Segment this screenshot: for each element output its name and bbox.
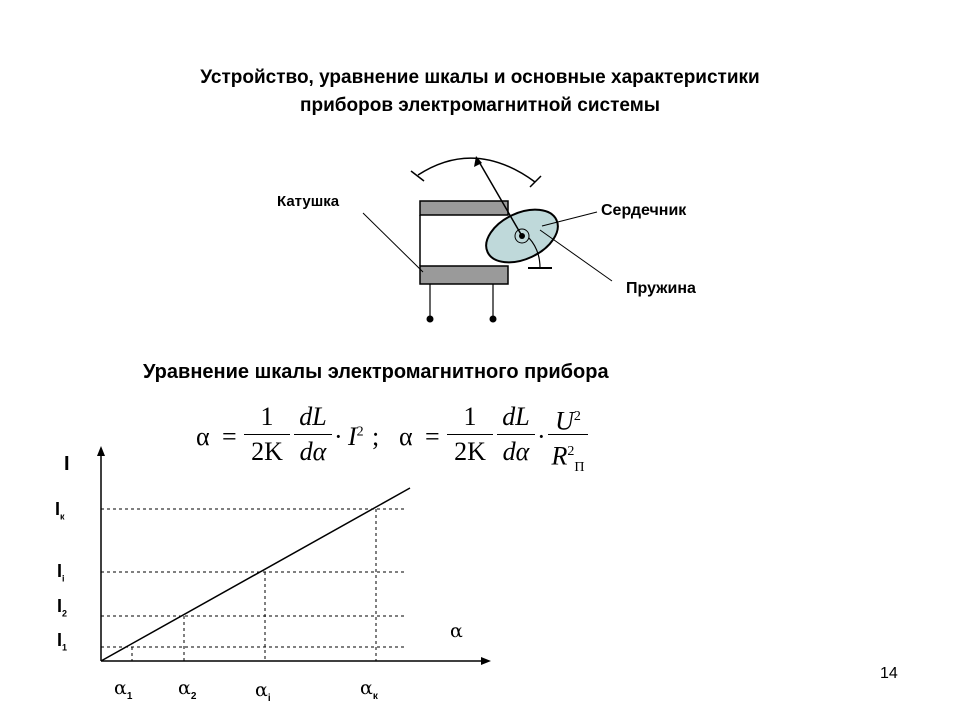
eq2-frac2: dL dα [497,402,535,467]
x-axis-label: α [450,620,463,642]
label-coil: Катушка [277,193,340,210]
eq1-sep: ; [372,422,380,451]
eq2-dot: · [537,422,546,451]
label-spring: Пружина [626,280,696,297]
x-tick-a2: $\alpha_2$ [178,677,197,702]
page-number: 14 [880,665,898,682]
x-tick-ak: $\alpha_к$ [360,677,378,702]
eq2-equals: = [425,422,440,451]
scale-line [101,488,410,661]
label-core: Сердечник [601,202,687,219]
title-line-2: приборов электромагнитной системы [300,95,660,116]
eq1-var: $I^2$ [348,422,364,451]
eq2-lhs: α [399,422,413,451]
coil-leads [427,284,497,323]
grid-dashes [101,509,405,661]
eq1-dot: · [334,422,343,451]
y-axis-label: I [64,453,70,475]
eq1-frac1: 1 2K [244,402,290,467]
y-level-ik: $I_к$ [55,499,65,522]
eq1-frac2: dL dα [294,402,332,467]
x-tick-a1: $\alpha_1$ [114,677,133,702]
equation-subtitle: Уравнение шкалы электромагнитного прибора [143,361,609,383]
graph [97,446,491,665]
title-line-1: Устройство, уравнение шкалы и основные характеристики [200,67,760,88]
eq1-equals: = [222,422,237,451]
y-level-i1: $I_1$ [57,630,68,653]
y-level-i2: $I_2$ [57,596,68,619]
eq1-lhs: α [196,422,210,451]
eq2-frac1: 1 2K [447,402,493,467]
x-tick-ai: $\alpha_i$ [255,679,271,704]
eq2-frac3: $U^2$ $R^2_П$ [548,402,588,467]
y-level-ii: $I_i$ [57,561,65,584]
